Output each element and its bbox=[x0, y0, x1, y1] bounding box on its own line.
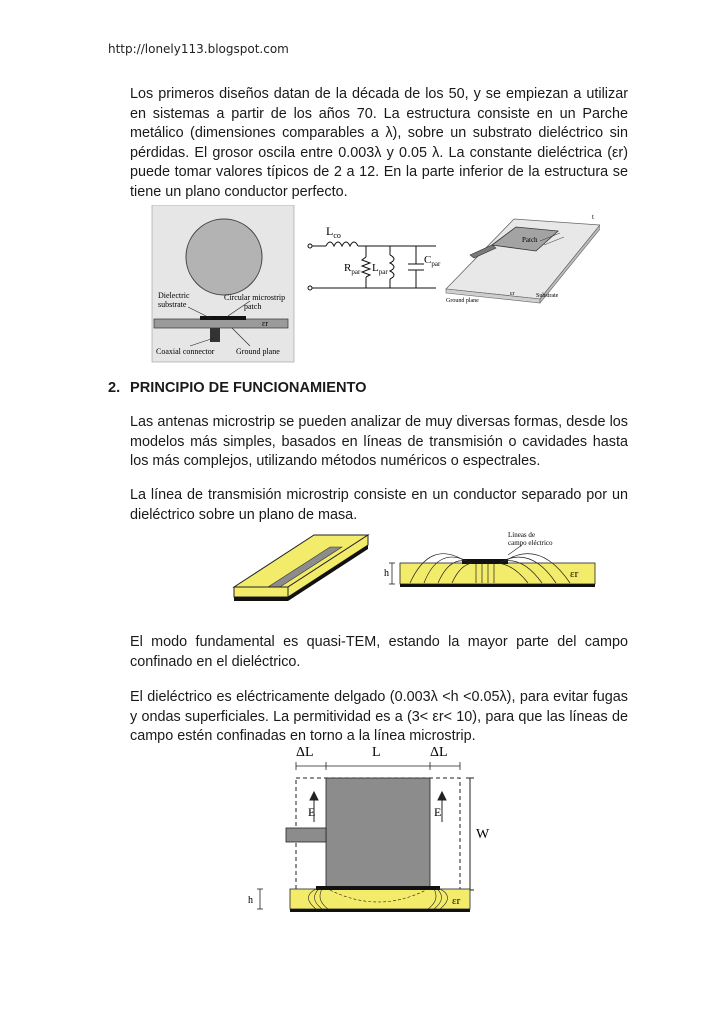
dielectric-label: Dielectric bbox=[158, 291, 190, 300]
figure-patch-fringing bbox=[230, 738, 500, 918]
figure-microstrip-line bbox=[230, 525, 600, 620]
figure-microstrip-antenna-svg bbox=[140, 205, 600, 365]
patch-rectangle bbox=[326, 778, 430, 890]
section-title-text: PRINCIPIO DE FUNCIONAMIENTO bbox=[130, 380, 367, 396]
figure-microstrip-antenna bbox=[140, 205, 600, 365]
patch-3d-substrate-label: Substrate bbox=[536, 293, 559, 299]
circuit-lco-label: $L_{co}$ bbox=[326, 224, 341, 240]
field-lines-label-1: Líneas de bbox=[508, 531, 536, 539]
delta-l-left-label: ΔL bbox=[296, 745, 314, 760]
figure-microstrip-line-svg bbox=[230, 525, 600, 620]
w-label: W bbox=[476, 827, 490, 842]
patch-label: patch bbox=[244, 302, 262, 311]
l-label: L bbox=[372, 745, 381, 760]
coaxial-connector-shape bbox=[210, 328, 220, 342]
patch-3d-t-label: t bbox=[592, 213, 594, 221]
patch-3d-ground-label: Ground plane bbox=[446, 298, 479, 304]
paragraph-transmission-line: La línea de transmisión microstrip consiste en un conductor separado por un dieléctrico sobre un plano de masa. bbox=[130, 487, 628, 523]
intro-paragraph: Los primeros diseños datan de la década de los 50, y se empiezan a utilizar en sistemas a partir de los años 70. La estructura consiste en un Parche metálico (dimensiones comparables a λ), sobre un substrato dieléctrico sin pérdidas. El grosor oscila entre 0.003λ y 0.05 λ. La constante dieléctrica (εr) puede tomar valores típicos de 2 a 12. En la parte inferior de la estructura se tiene un plano conductor perfecto. bbox=[130, 86, 628, 200]
circuit-rpar-label: $R_{par}$ bbox=[344, 262, 361, 276]
h-label: h bbox=[384, 568, 389, 579]
field-lines-label-2: campo eléctrico bbox=[508, 539, 553, 547]
microstrip-line-3d bbox=[234, 535, 368, 601]
ground-plane-label: Ground plane bbox=[236, 347, 280, 356]
patch-3d-label: Patch bbox=[522, 236, 538, 244]
er-label: εr bbox=[262, 319, 269, 328]
substrate-label: substrate bbox=[158, 300, 187, 309]
circular-patch bbox=[186, 219, 262, 295]
patch-3d-er-label: εr bbox=[510, 291, 515, 297]
circular-patch-label: Circular microstrip bbox=[224, 293, 286, 302]
e-field-right-label: E bbox=[434, 805, 442, 819]
er-label: εr bbox=[570, 568, 579, 580]
page-url-header: http://lonely113.blogspot.com bbox=[108, 42, 289, 56]
paragraph-analysis: Las antenas microstrip se pueden analizar de muy diversas formas, desde los modelos más simples, basados en líneas de transmisión o cavidades hasta los más complejos, utilizando métodos numéricos o espectrales. bbox=[130, 414, 628, 470]
circuit-cpar-label: $C_{par}$ bbox=[424, 254, 441, 268]
patch-3d-drawing bbox=[446, 219, 600, 303]
paragraph-quasi-tem: El modo fundamental es quasi-TEM, estando la mayor parte del campo confinado en el dieléctrico. bbox=[130, 634, 628, 670]
figure-patch-fringing-svg bbox=[230, 738, 500, 918]
paragraph-dielectric: El dieléctrico es eléctricamente delgado (0.003λ <h <0.05λ), para evitar fugas y ondas superficiales. La permitividad es a (3< εr< 10), para que las líneas de campo estén confinadas en torno a la línea microstrip. bbox=[130, 689, 628, 745]
section-2-title bbox=[108, 380, 367, 396]
e-field-left-label: E bbox=[308, 805, 316, 819]
h-label-bottom: h bbox=[248, 895, 253, 906]
er-label-bottom: εr bbox=[452, 895, 461, 907]
field-lines-cross-section bbox=[389, 545, 595, 587]
section-number: 2. bbox=[108, 380, 121, 396]
patch-cross-section bbox=[290, 886, 470, 912]
circuit-lpar-label: $L_{par}$ bbox=[372, 262, 388, 276]
coaxial-connector-label: Coaxial connector bbox=[156, 347, 215, 356]
feed-line bbox=[286, 828, 326, 842]
delta-l-right-label: ΔL bbox=[430, 745, 448, 760]
